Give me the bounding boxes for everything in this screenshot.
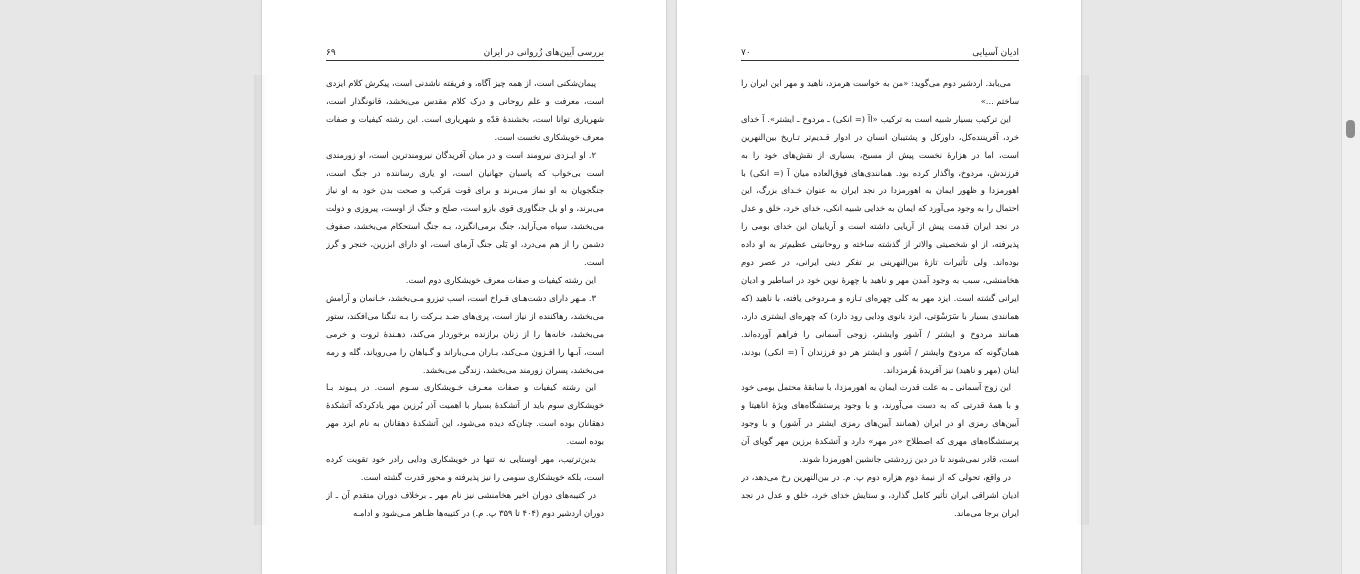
page-body — [326, 75, 604, 524]
book-page-69 — [262, 0, 666, 574]
bleed-through-shadow — [1075, 75, 1089, 525]
page-number: ۷۰ — [741, 48, 751, 58]
paragraph: در واقع، تحولی که از نیمهٔ دوم هزاره دوم پ. م. در بین‌النهرین رخ می‌دهد، در ادیان اشراقی ایران تأثیر کامل گذارد، و ستایش خدای خرد، خلق و عدل در نجد ایران برجا می‌ماند. — [741, 471, 1019, 518]
paragraph: این زوج آسمانی ـ به علت قدرت ایمان به اهورمزدا، با سابقهٔ محتمل بومی خود و با همهٔ قدرتی که به دست می‌آورند، و با وجود پرستشگاه‌های ویژهٔ اناهیتا و آیین‌های رمزی او در ایران (همانند آیین‌های رمزی ایشتر در آشور) و با وجود پرستشگاه‌های مهری که اصطلاح «در مهر» دارد و آتشکدهٔ برزین مهر گویای آن است، قادر نمی‌شوند تا در دین زردشتی جانشین اهورمزدا شوند. — [741, 382, 1019, 465]
header-title: بررسی آیین‌های زُروانی در ایران — [483, 48, 604, 58]
page-content — [326, 0, 604, 574]
running-header — [326, 42, 604, 61]
running-header — [741, 42, 1019, 61]
paragraph: این ترکیب بسیار شبیه است به ترکیب «اآ (= انکی) ـ مردوخ ـ ایشتر». آ خدای خرد، آفریننده‌کل، داورکل و پشتیبان انسان در ادوار قـدیم‌تر تـاریخ بین‌النهرین است، اما در هزارهٔ نخست پیش از مسیح، بسیاری از نقش‌های خود را به فرزندش، مردوخ، واگذار کرده بود. همانندی‌های فوق‌العاده میان آ (= انکی) با اهورمزدا و ظهور ایمان به اهورمزدا در نجد ایران به عنوان خـدای بزرگ، این احتمال را به وجود می‌آورد که ایمان به خدایی شبیه انکی، خدای خرد، خلق و عدل در نجد ایران قدمت پیش از آریایی داشته است و آریاییان این خدای بومی را پذیرفته، از او شخصیتی والاتر از گذشته ساخته و روحانیتی عظیم‌تر به او داده بوده‌اند. ولی تأثیرات تازهٔ بین‌النهرینی بر تفکر دینی ایرانی، در عصر دوم هخامنشی، سبب به وجود آمدن مهر و ناهید با چهرهٔ نوین خود در اساطیر و ادیان ایرانی گشته است. ایزد مهر به کلی چهره‌ای تـازه و مـردوخی یافته، با ناهید (که همانندی بسیار با سَرَسْوَتی، ایزد بانوی ودایی رود دارد) که چهره‌ای ایشتری دارد، همانند مردوخ و ایشتر / آشور وایشتر، زوجی آسمانی را فراهم آورده‌اند. همان‌گونه که مردوخ وایشتر / آشور و ایشتر هر دو فرزندان آ (= انکی) بودند، اینان (مهر و ناهید) نیز آفریدهٔ هُرمزداند. — [741, 113, 1019, 375]
paragraph: این رشته کیفیات و صفات معـرف خـویشکاری سـوم است. در پـیوند بـا خویشکاری سوم باید از آتشکدهٔ بسیار با اهمیت آذر بُرزین مهر یادکردکه آتشکدهٔ دهقانان بوده است. چنان‌که دیده می‌شود، این آتشکدهٔ دهقانان به نام ایزد مهر بوده است. — [326, 382, 604, 447]
bleed-through-shadow — [254, 75, 268, 525]
paragraph: ۳. مـهر دارای دشت‌هـای فـراخ است، اسب تیزرو مـی‌بخشد، خـانمان و آرامش می‌بخشد، رهاکننده از نیاز است، پری‌های ضـد بـرکت را بـه تنگنا می‌افکند، ستور می‌بخشد، خانه‌ها را از زنان برازنده برخوردار می‌کند، دهـندهٔ ثروت و خرمی است، آبـها را افـزون مـی‌کند، بـاران مـی‌باراند و گـیاهان را می‌رویاند، گله و رمه می‌بخشد، پسران زورمند می‌بخشد، زندگی می‌بخشد. — [326, 292, 604, 375]
page-body — [741, 75, 1019, 524]
header-title: ادیان آسیایی — [972, 48, 1019, 58]
paragraph: می‌یابد. اردشیر دوم می‌گوید: «من به خواست هرمزد، ناهید و مهر این ایران را ساختم ...» — [741, 78, 1019, 106]
paragraph: پیمان‌شکنی است، از همه چیز آگاه، و فریفته ناشدنی است، پیکرش کلام ایزدی است، معرفت و علم روحانی و درک کلام مقدس می‌بخشد، قانونگذار است، شهریاری توانا است، بخشندهٔ قدّه و شهریاری است. این رشته کیفیات و صفات معرف خویشکاری نخست است. — [326, 78, 604, 142]
page-number: ۶۹ — [326, 48, 336, 58]
paragraph: این رشته کیفیات و صفات معرف خویشکاری دوم است. — [405, 274, 596, 285]
page-content — [741, 0, 1019, 574]
scrollbar-thumb[interactable] — [1346, 120, 1355, 138]
vertical-scrollbar[interactable] — [1341, 0, 1360, 574]
book-page-70 — [677, 0, 1081, 574]
paragraph: بدین‌ترتیب، مهر اوستایی نه تنها در خویشکاری ودایی رادر خود تقویت کرده است، بلکه خویشکاری سومی را نیز پذیرفته و محور قدرت گشته است. — [326, 454, 604, 482]
paragraph: در کتیبه‌های دوران اخیر هخامنشی نیز نام مهر ـ برخلاف دوران متقدم آن ـ از دوران اردشیر دوم (۴۰۴ تا ۳۵۹ پ. م.) در کتیبه‌ها ظـاهر مـی‌شود و ادامـه — [326, 489, 604, 518]
paragraph: ۲. او ایـزدی نیرومند است و در میان آفریدگان نیرومندترین است، او زورمندی است بی‌خواب که پاسبان جهانیان است، او یاری رساننده در جنگ است، جنگجویان به او نماز می‌برند و برای قوت مَرکب و صحت بدن خود به او نیاز می‌برند، و او یل جنگاوری قوی بازو است، صلح و جنگ از اوست، پیروزی و دولت می‌بخشد، سپاه می‌آراید، جنگ‌ برمی‌انگیزد، بـه جنگ استحکام می‌بخشد، صفوف دشمن را از هم می‌درد، او یَلی جنگ آزمای است، او دارای ابزرین، خنجر و گرز است. — [326, 149, 604, 268]
